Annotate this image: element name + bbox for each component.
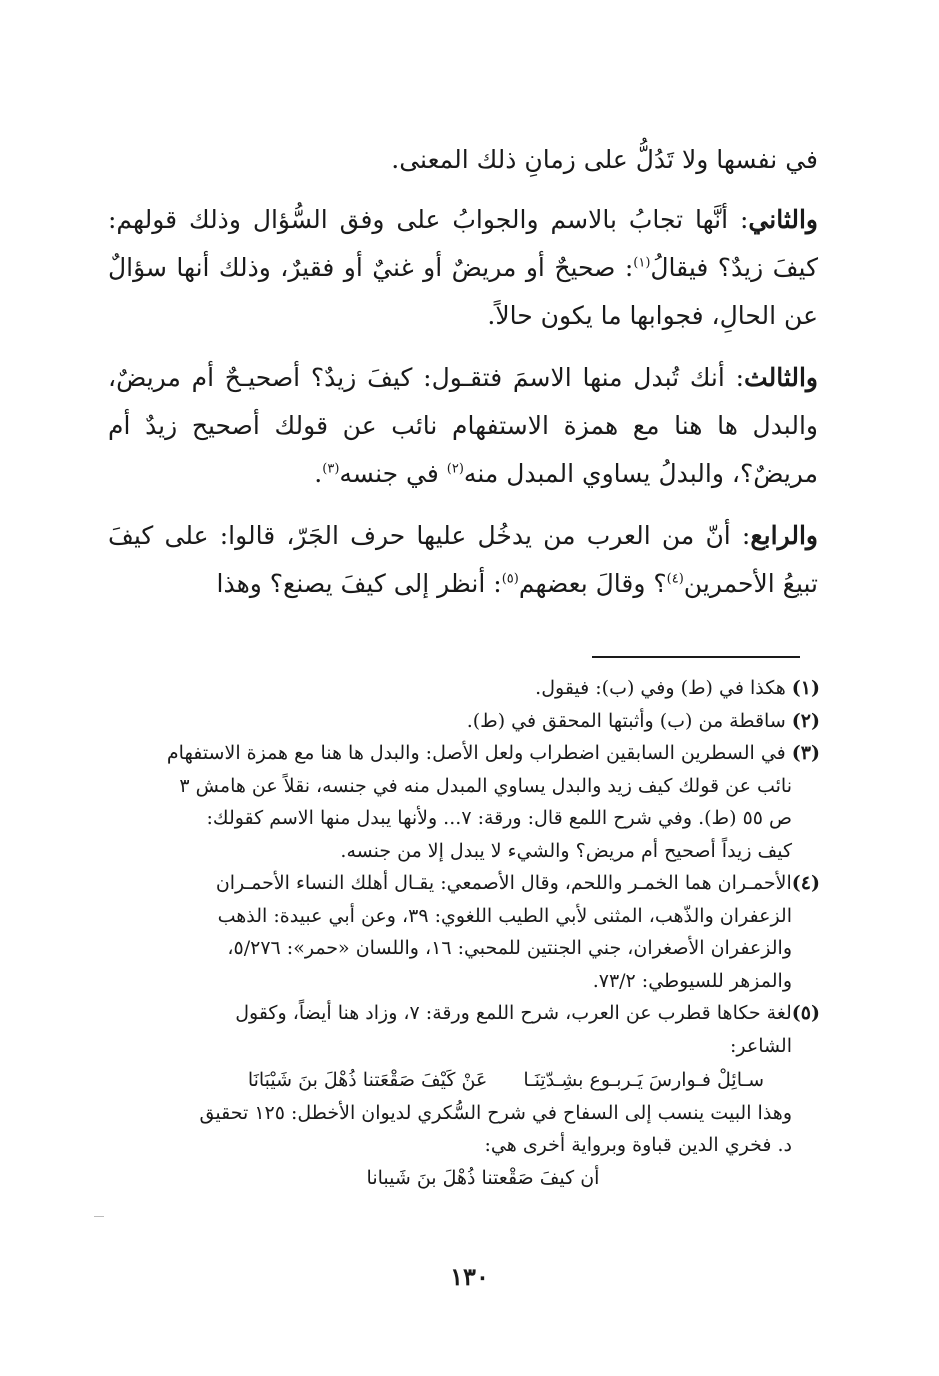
paragraph-3-text-a: : أنك تُبدل منها الاسمَ فتقـول: كيفَ زيدٌ؟ أصحيـحٌ أم مريضٌ، والبدل ها هنا مع همزة الاستفهام نائب عن قولك أصحيح زيدٌ أم مريضٌ؟، والبدلُ يساوي المبدل منه — [108, 363, 818, 488]
footnote-1 — [106, 672, 820, 705]
footnote-2 — [106, 705, 820, 738]
footnote-5-line-2: الشاعر: — [729, 1034, 792, 1057]
footnote-4-text-1: الأحمـران هما الخمـر واللحم، وقال الأصمعي: يقـال أهلك النساء الأحمـران — [215, 872, 792, 894]
margin-mark — [94, 1216, 104, 1217]
paragraph-3-lead: والثالث — [744, 363, 818, 392]
footnote-ref-1[interactable]: (١) — [633, 255, 651, 271]
footnote-5-line-1 — [106, 997, 820, 1030]
footnote-3 — [106, 737, 820, 867]
footnote-4-number: (٤) — [791, 872, 820, 894]
paragraph-2-text-a: : أنَّها تجابُ بالاسم والجوابُ على وفق السُّؤال وذلك قولهم: كيفَ زيدٌ؟ فيقالُ — [108, 205, 818, 282]
footnote-4 — [106, 867, 820, 997]
footnote-ref-4[interactable]: (٤) — [666, 571, 684, 587]
footnote-3-text-1: في السطرين السابقين اضطراب ولعل الأصل: والبدل ها هنا مع همزة الاستفهام — [166, 742, 792, 764]
paragraph-4-text-b: ؟ وقالَ بعضهم — [518, 569, 667, 598]
paragraph-3-text-b: في جنسه — [339, 459, 447, 488]
paragraph-1 — [108, 136, 818, 184]
footnote-2-text: ساقطة من (ب) وأثبتها المحقق في (ط). — [466, 709, 792, 732]
footnote-2-number: (٢) — [791, 709, 820, 732]
footnote-ref-3[interactable]: (٣) — [322, 461, 340, 477]
footnote-5-text-1: لغة حكاها قطرب عن العرب، شرح اللمع ورقة: ٧، وزاد هنا أيضاً، وكقول — [235, 1002, 792, 1024]
paragraph-1-text: في نفسها ولا تَدُلُّ على زمانِ ذلك المعنى. — [391, 145, 818, 174]
footnote-4-line-4: والمزهر للسيوطي: ٧٣/٢. — [592, 969, 792, 992]
paragraph-4 — [108, 512, 818, 608]
footnote-divider — [592, 656, 800, 658]
footnote-3-line-1 — [106, 737, 820, 770]
footnote-3-number: (٣) — [791, 742, 820, 764]
footnote-3-line-4: كيف زيداً أصحيح أم مريض؟ والشيء لا يبدل إلا من جنسه. — [340, 839, 792, 862]
footnote-4-line-3: والزعفران الأصغران، جني الجنتين للمحبي: ١٦، واللسان «حمر»: ٥/٢٧٦، — [227, 937, 792, 959]
footnote-5-line-3: وهذا البيت ينسب إلى السفاح في شرح السُّكري لديوان الأخطل: ١٢٥ تحقيق — [199, 1101, 792, 1124]
footnote-ref-2[interactable]: (٢) — [446, 461, 464, 477]
footnote-5-line-4: د. فخري الدين قباوة وبرواية أخرى هي: — [484, 1134, 792, 1156]
footnote-5 — [106, 997, 820, 1194]
poem-verse — [106, 1064, 820, 1097]
paragraph-2-text-b: : صحيحٌ أو مريضٌ أو غنيٌ أو فقيرٌ، وذلك أنها سؤالٌ عن الحالِ، فجوابها ما يكون حالاً. — [108, 253, 818, 330]
paragraph-2 — [108, 196, 818, 340]
paragraph-4-text-a: : أنّ من العرب من يدخُل عليها حرف الجَرّ، قالوا: على كيفَ تبيعُ الأحمرين — [108, 521, 818, 598]
paragraph-4-lead: والرابع — [750, 521, 818, 550]
footnote-4-line-1 — [106, 867, 820, 900]
footnote-3-line-3: ص ٥٥ (ط). وفي شرح اللمع قال: ورقة: ٧... ولأنها يبدل منها الاسم كقولك: — [206, 807, 792, 829]
footnote-4-line-2: الزعفران والذّهب، المثنى لأبي الطيب اللغوي: ٣٩، وعن أبي عبيدة: الذهب — [217, 904, 792, 927]
alternate-verse: أن كيفَ صَقْعتنا ذُهْلَ بنَ شَيبانا — [366, 1166, 600, 1189]
verse-first-hemistich: سـائِلْ فـوارسَ يَـربـوع بشِـدّتِنَـا — [523, 1069, 764, 1091]
paragraph-3 — [108, 354, 818, 498]
verse-second-hemistich: عَنْ كَيْفَ صَقْعَتنا ذُهْلَ بنَ شَيْبَانَا — [247, 1069, 488, 1091]
footnotes — [106, 672, 820, 1194]
footnote-ref-5[interactable]: (٥) — [501, 571, 519, 587]
footnote-1-text: هكذا في (ط) وفي (ب): فيقول. — [535, 677, 792, 699]
paragraph-2-lead: والثاني — [748, 205, 818, 234]
page-number: ١٣٠ — [450, 1262, 489, 1291]
paragraph-4-text-c: : أنظر إلى كيفَ يصنع؟ وهذا — [216, 569, 502, 598]
main-text — [108, 136, 818, 622]
footnote-5-number: (٥) — [791, 1002, 820, 1024]
footnote-1-number: (١) — [791, 677, 820, 699]
paragraph-3-text-c: . — [314, 459, 323, 488]
footnote-3-line-2: نائب عن قولك كيف زيد والبدل يساوي المبدل منه في جنسه، نقلاً عن هامش ٣ — [179, 774, 792, 797]
